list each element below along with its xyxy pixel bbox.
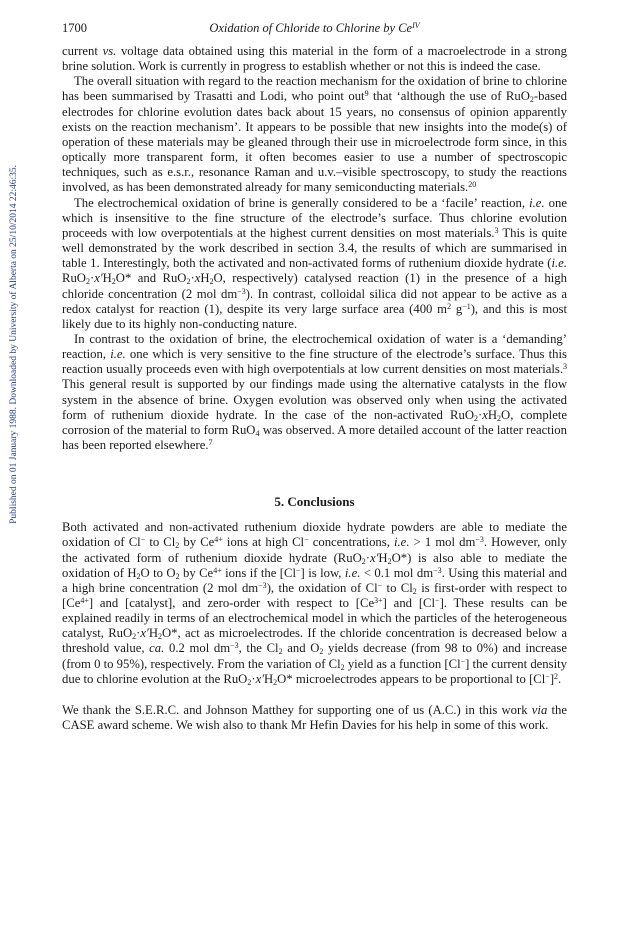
paragraph-water-oxidation: In contrast to the oxidation of brine, the electrochemical oxidation of water is a ‘demanding’ reaction, i.e. one which is very sensitive to the fine structure of the electrode’s surface. Thus this reaction usually proceeds even with high overpotentials at low current densities on most materials.$^3$ This general result is supported by our findings made using the alternative catalysts in the flow system in the absence of brine. Oxygen evolution was observed only when using the activated form of ruthenium dioxide hydrate. In the case of the non-activated $RuO_2\cdot xH_2O$, complete corrosion of the material to form RuO$_4$ was observed. A more detailed account of the latter reaction has been reported elsewhere.$^7$ — [62, 331, 567, 453]
article-body — [62, 44, 567, 733]
paragraph-continuation: current vs. voltage data obtained using this material in the form of a macroelectrode in a strong brine solution. Work is currently in progress to establish whether or not this is indeed the case. — [62, 44, 567, 74]
section-heading-conclusions: 5. Conclusions — [274, 494, 355, 510]
download-notice: Published on 01 January 1988. Downloaded by University of Alberta on 25/10/2014 22:46:35. — [9, 165, 19, 524]
page-number: 1700 — [62, 21, 87, 35]
paragraph-brine-oxidation: The electrochemical oxidation of brine is generally considered to be a ‘facile’ reaction, i.e. one which is insensitive to the fine structure of the electrode’s surface. Thus chlorine evolution proceeds with low overpotentials at the highest current densities on most materials.$^3$ This is quite well demonstrated by the work described in section 3.4, the results of which are summarised in table 1. Interestingly, both the activated and non-activated forms of ruthenium dioxide hydrate (i.e. $RuO_2\cdot x'H_2O*$ and $RuO_2\cdot xH_2O$, respectively) catalysed reaction (1) in the presence of a high chloride concentration (2 mol $dm^{-3}$). In contrast, colloidal silica did not appear to be active as a redox catalyst for reaction (1), despite its very large surface area (400 $m^2$ $g^{-1}$), and this is most likely due to its highly non-conducting nature. — [62, 195, 567, 331]
page-header — [62, 21, 567, 37]
running-title: Oxidation of Chloride to Chlorine by $Ce^{IV}$ — [209, 21, 420, 35]
paragraph-mechanism: The overall situation with regard to the reaction mechanism for the oxidation of brine to chlorine has been summarised by Trasatti and Lodi, who point out$^9$ that ‘although the use of RuO$_2$-based electrodes for chlorine evolution dates back about 15 years, no consensus of opinion apparently exists on the reaction mechanism’. It appears to be possible that new insights into the mode(s) of operation of these materials may be gleaned through their use in microelectrode form since, in this optically more transparent form, it often becomes easier to use a number of spectroscopic techniques, such as e.s.r., resonance Raman and u.v.–visible spectroscopy, to study the reactions involved, as has been demonstrated already for many semiconducting materials.$^{20}$ — [62, 74, 567, 195]
paragraph-acknowledgements: We thank the S.E.R.C. and Johnson Matthey for supporting one of us (A.C.) in this work via the CASE award scheme. We wish also to thank Mr Hefin Davies for his help in some of this work. — [62, 702, 567, 733]
paragraph-conclusions: Both activated and non-activated ruthenium dioxide hydrate powders are able to mediate the oxidation of Cl− to $Cl_2$ by $Ce^{4+}$ ions at high Cl− concentrations, i.e. > 1 mol $dm^{-3}$. However, only the activated form of ruthenium dioxide hydrate $(RuO_2\cdot x'H_2O*)$ is also able to mediate the oxidation of $H_2O$ to $O_2$ by $Ce^{4+}$ ions if the [Cl−] is low, i.e. < 0.1 mol $dm^{-3}$. Using this material and a high brine concentration (2 mol $dm^{-3}$), the oxidation of Cl− to $Cl_2$ is first-order with respect to $[Ce^{4+}]$ and [catalyst], and zero-order with respect to $[Ce^{3+}]$ and [Cl−]. These results can be explained readily in terms of an electrochemical model in which the particles of the heterogeneous catalyst, $RuO_2\cdot x'H_2O*$, act as microelectrodes. If the chloride concentration is decreased below a threshold value, ca. 0.2 mol $dm^{-3}$, the $Cl_2$ and $O_2$ yields decrease (from 98 to 0%) and increase (from 0 to 95%), respectively. From the variation of $Cl_2$ yield as a function [Cl−] the current density due to chlorine evolution at the $RuO_2\cdot x'H_2O*$ microelectrodes appears to be proportional to $[Cl^-]^2$. — [62, 520, 568, 687]
